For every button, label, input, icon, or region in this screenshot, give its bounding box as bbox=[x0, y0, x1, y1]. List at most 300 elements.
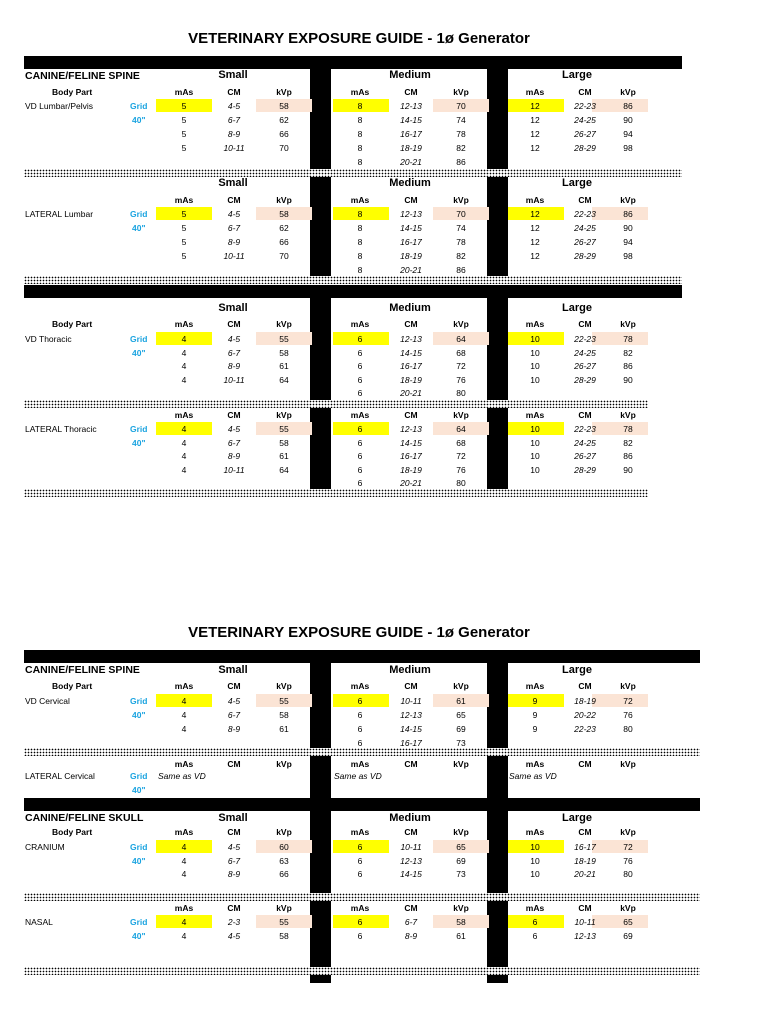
vd-cervical-medium-mas: 6 bbox=[357, 696, 363, 706]
cranium-medium-kvp: 73 bbox=[456, 869, 466, 879]
column-header-kvp: kVp bbox=[620, 827, 636, 837]
column-header-cm: CM bbox=[404, 319, 418, 329]
vd-lumbar-large-cm: 28-29 bbox=[574, 143, 596, 153]
column-header-cm: CM bbox=[227, 410, 241, 420]
vd-thoracic-medium-kvp: 72 bbox=[456, 361, 466, 371]
lateral-thoracic-small-cm: 8-9 bbox=[227, 451, 241, 461]
lateral-lumbar-small-cm: 4-5 bbox=[227, 209, 241, 219]
distance-label: 40" bbox=[132, 855, 146, 866]
lateral-thoracic-medium-cm: 16-17 bbox=[400, 451, 422, 461]
column-header-cm: CM bbox=[404, 759, 418, 769]
vd-thoracic-large-mas: 10 bbox=[530, 374, 540, 385]
vd-thoracic-medium-cm: 18-19 bbox=[400, 374, 422, 385]
vd-lumbar-medium-cm: 18-19 bbox=[400, 143, 422, 153]
column-header-mas: mAs bbox=[174, 410, 194, 420]
lateral-thoracic-medium-mas: 6 bbox=[357, 437, 363, 448]
lateral-thoracic-large-kvp: 86 bbox=[623, 451, 633, 461]
divider-bar bbox=[310, 756, 331, 798]
column-header-cm: CM bbox=[404, 410, 418, 420]
divider-bar bbox=[487, 177, 508, 277]
column-header-cm: CM bbox=[227, 759, 241, 769]
body-part-header: Body Part bbox=[52, 319, 93, 329]
vd-thoracic-medium-kvp: 68 bbox=[456, 347, 466, 358]
lateral-lumbar-medium-kvp: 70 bbox=[456, 209, 466, 219]
vd-lumbar-large-kvp: 94 bbox=[623, 129, 633, 139]
distance-label: 40" bbox=[132, 347, 146, 358]
vd-lumbar-large-mas: 12 bbox=[530, 101, 540, 111]
body-part-label: LATERAL Lumbar bbox=[25, 209, 94, 219]
lateral-thoracic-small-kvp: 58 bbox=[279, 437, 289, 448]
column-header-kvp: kVp bbox=[276, 87, 292, 97]
lateral-thoracic-large-cm: 24-25 bbox=[574, 437, 596, 448]
column-header-mas: mAs bbox=[174, 903, 194, 913]
vd-lumbar-medium-mas: 8 bbox=[357, 101, 363, 111]
vd-cervical-large-mas: 9 bbox=[532, 696, 538, 706]
lateral-lumbar-large-cm: 24-25 bbox=[574, 223, 596, 233]
column-header-cm: CM bbox=[578, 195, 592, 205]
size-heading-large: Large bbox=[562, 664, 592, 676]
lateral-thoracic-small-mas: 4 bbox=[181, 451, 187, 461]
cranium-medium-mas: 6 bbox=[357, 855, 363, 866]
divider-bar bbox=[487, 650, 508, 748]
cranium-small-kvp: 60 bbox=[279, 842, 289, 852]
vd-cervical-small-cm: 8-9 bbox=[227, 724, 241, 734]
column-header-kvp: kVp bbox=[276, 827, 292, 837]
vd-lumbar-medium-kvp: 86 bbox=[456, 157, 466, 167]
cranium-large-cm: 20-21 bbox=[574, 869, 596, 879]
divider-bar bbox=[24, 650, 700, 663]
body-part-label: LATERAL Cervical bbox=[25, 771, 95, 781]
lateral-lumbar-medium-kvp: 82 bbox=[456, 251, 466, 261]
vd-thoracic-large-mas: 10 bbox=[530, 334, 540, 344]
column-header-kvp: kVp bbox=[620, 195, 636, 205]
vd-cervical-small-cm: 4-5 bbox=[227, 696, 241, 706]
cranium-small-kvp: 66 bbox=[279, 869, 289, 879]
cranium-small-kvp: 63 bbox=[279, 855, 289, 866]
lateral-lumbar-small-mas: 5 bbox=[181, 223, 187, 233]
lateral-thoracic-small-mas: 4 bbox=[181, 437, 187, 448]
column-header-mas: mAs bbox=[174, 319, 194, 329]
column-header-mas: mAs bbox=[350, 827, 370, 837]
grid-label: Grid bbox=[130, 424, 148, 434]
lateral-thoracic-large-cm: 28-29 bbox=[574, 464, 596, 475]
nasal-large-mas: 6 bbox=[532, 917, 538, 927]
vd-thoracic-large-cm: 28-29 bbox=[574, 374, 596, 385]
vd-cervical-large-cm: 20-22 bbox=[574, 710, 596, 720]
dotted-divider bbox=[24, 169, 682, 177]
lateral-lumbar-medium-cm: 12-13 bbox=[400, 209, 422, 219]
lateral-lumbar-medium-mas: 8 bbox=[357, 209, 363, 219]
column-header-kvp: kVp bbox=[276, 681, 292, 691]
vd-lumbar-medium-mas: 8 bbox=[357, 129, 363, 139]
body-part-label: VD Cervical bbox=[25, 696, 70, 706]
dotted-divider bbox=[24, 276, 682, 284]
cranium-medium-mas: 6 bbox=[357, 869, 363, 879]
lateral-thoracic-small-kvp: 64 bbox=[279, 464, 289, 475]
lateral-lumbar-large-mas: 12 bbox=[530, 237, 540, 247]
column-header-cm: CM bbox=[578, 87, 592, 97]
nasal-small-mas: 4 bbox=[181, 917, 187, 927]
column-header-kvp: kVp bbox=[620, 410, 636, 420]
vd-lumbar-medium-kvp: 74 bbox=[456, 115, 466, 125]
lateral-thoracic-medium-kvp: 76 bbox=[456, 464, 466, 475]
lateral-lumbar-small-cm: 8-9 bbox=[227, 237, 241, 247]
vd-cervical-small-mas: 4 bbox=[181, 724, 187, 734]
lateral-lumbar-large-mas: 12 bbox=[530, 251, 540, 261]
lateral-thoracic-medium-cm: 12-13 bbox=[400, 424, 422, 434]
vd-thoracic-medium-cm: 14-15 bbox=[400, 347, 422, 358]
vd-thoracic-small-cm: 10-11 bbox=[223, 374, 245, 385]
vd-cervical-medium-kvp: 69 bbox=[456, 724, 466, 734]
body-part-label: VD Thoracic bbox=[25, 334, 72, 344]
lateral-lumbar-medium-mas: 8 bbox=[357, 251, 363, 261]
lateral-lumbar-medium-cm: 20-21 bbox=[400, 265, 422, 275]
column-header-cm: CM bbox=[227, 319, 241, 329]
cranium-small-mas: 4 bbox=[181, 869, 187, 879]
lateral-lumbar-small-cm: 6-7 bbox=[227, 223, 241, 233]
lateral-lumbar-small-kvp: 66 bbox=[279, 237, 289, 247]
vd-thoracic-medium-mas: 6 bbox=[357, 347, 363, 358]
column-header-mas: mAs bbox=[350, 903, 370, 913]
vd-lumbar-medium-cm: 16-17 bbox=[400, 129, 422, 139]
column-header-kvp: kVp bbox=[453, 827, 469, 837]
column-header-kvp: kVp bbox=[276, 319, 292, 329]
body-part-header: Body Part bbox=[52, 681, 93, 691]
vd-thoracic-large-cm: 26-27 bbox=[574, 361, 596, 371]
column-header-cm: CM bbox=[578, 681, 592, 691]
cranium-small-cm: 8-9 bbox=[227, 869, 241, 879]
lateral-thoracic-small-mas: 4 bbox=[181, 424, 187, 434]
nasal-medium-cm: 6-7 bbox=[404, 917, 418, 927]
distance-label: 40" bbox=[132, 437, 146, 448]
same-as-vd-note: Same as VD bbox=[158, 771, 206, 781]
vd-thoracic-small-mas: 4 bbox=[181, 347, 187, 358]
vd-lumbar-large-kvp: 86 bbox=[623, 101, 633, 111]
vd-thoracic-large-kvp: 82 bbox=[623, 347, 633, 358]
lateral-lumbar-large-cm: 26-27 bbox=[574, 237, 596, 247]
lateral-thoracic-small-kvp: 55 bbox=[279, 424, 289, 434]
column-header-cm: CM bbox=[578, 759, 592, 769]
size-heading-large: Large bbox=[562, 177, 592, 189]
vd-lumbar-large-mas: 12 bbox=[530, 115, 540, 125]
column-header-mas: mAs bbox=[525, 87, 545, 97]
column-header-kvp: kVp bbox=[620, 319, 636, 329]
divider-bar bbox=[24, 56, 682, 69]
distance-label: 40" bbox=[132, 785, 146, 795]
column-header-mas: mAs bbox=[174, 87, 194, 97]
vd-cervical-large-cm: 18-19 bbox=[574, 696, 596, 706]
lateral-thoracic-large-cm: 22-23 bbox=[574, 424, 596, 434]
lateral-thoracic-small-cm: 6-7 bbox=[227, 437, 241, 448]
nasal-small-kvp: 58 bbox=[279, 931, 289, 941]
lateral-lumbar-medium-kvp: 86 bbox=[456, 265, 466, 275]
section-heading: CANINE/FELINE SPINE bbox=[25, 664, 140, 676]
page-title: VETERINARY EXPOSURE GUIDE - 1ø Generator bbox=[188, 30, 530, 47]
vd-lumbar-small-cm: 4-5 bbox=[227, 101, 241, 111]
lateral-thoracic-small-cm: 4-5 bbox=[227, 424, 241, 434]
column-header-kvp: kVp bbox=[620, 681, 636, 691]
lateral-thoracic-large-cm: 26-27 bbox=[574, 451, 596, 461]
column-header-mas: mAs bbox=[350, 410, 370, 420]
vd-lumbar-large-cm: 22-23 bbox=[574, 101, 596, 111]
vd-thoracic-large-mas: 10 bbox=[530, 361, 540, 371]
vd-thoracic-medium-kvp: 80 bbox=[456, 388, 466, 398]
vd-lumbar-medium-mas: 8 bbox=[357, 157, 363, 167]
vd-thoracic-large-cm: 24-25 bbox=[574, 347, 596, 358]
size-heading-medium: Medium bbox=[389, 812, 431, 824]
vd-cervical-small-kvp: 58 bbox=[279, 710, 289, 720]
column-header-cm: CM bbox=[227, 87, 241, 97]
vd-thoracic-small-kvp: 55 bbox=[279, 334, 289, 344]
vd-thoracic-large-mas: 10 bbox=[530, 347, 540, 358]
size-heading-medium: Medium bbox=[389, 664, 431, 676]
column-header-mas: mAs bbox=[350, 87, 370, 97]
cranium-large-mas: 10 bbox=[530, 869, 540, 879]
distance-label: 40" bbox=[132, 710, 146, 720]
dotted-divider bbox=[24, 967, 700, 975]
size-heading-small: Small bbox=[218, 69, 248, 81]
lateral-thoracic-large-kvp: 90 bbox=[623, 464, 633, 475]
column-header-kvp: kVp bbox=[276, 195, 292, 205]
vd-thoracic-large-cm: 22-23 bbox=[574, 334, 596, 344]
size-heading-small: Small bbox=[218, 302, 248, 314]
column-header-cm: CM bbox=[578, 903, 592, 913]
column-header-kvp: kVp bbox=[453, 87, 469, 97]
vd-lumbar-small-kvp: 62 bbox=[279, 115, 289, 125]
cranium-large-kvp: 76 bbox=[623, 855, 633, 866]
grid-label: Grid bbox=[130, 101, 148, 111]
cranium-small-mas: 4 bbox=[181, 842, 187, 852]
cranium-medium-cm: 10-11 bbox=[400, 842, 422, 852]
size-heading-small: Small bbox=[218, 177, 248, 189]
vd-lumbar-medium-cm: 20-21 bbox=[400, 157, 422, 167]
divider-bar bbox=[487, 285, 508, 489]
grid-label: Grid bbox=[130, 334, 148, 344]
cranium-medium-cm: 14-15 bbox=[400, 869, 422, 879]
vd-thoracic-medium-cm: 12-13 bbox=[400, 334, 422, 344]
vd-thoracic-large-kvp: 78 bbox=[623, 334, 633, 344]
vd-lumbar-small-cm: 8-9 bbox=[227, 129, 241, 139]
lateral-lumbar-small-mas: 5 bbox=[181, 209, 187, 219]
nasal-small-mas: 4 bbox=[181, 931, 187, 941]
vd-thoracic-small-cm: 6-7 bbox=[227, 347, 241, 358]
nasal-medium-mas: 6 bbox=[357, 931, 363, 941]
lateral-thoracic-small-mas: 4 bbox=[181, 464, 187, 475]
vd-lumbar-medium-kvp: 82 bbox=[456, 143, 466, 153]
nasal-medium-mas: 6 bbox=[357, 917, 363, 927]
nasal-small-cm: 2-3 bbox=[227, 917, 241, 927]
lateral-lumbar-small-cm: 10-11 bbox=[223, 251, 245, 261]
lateral-lumbar-small-kvp: 62 bbox=[279, 223, 289, 233]
vd-cervical-medium-kvp: 65 bbox=[456, 710, 466, 720]
column-header-kvp: kVp bbox=[620, 87, 636, 97]
column-header-kvp: kVp bbox=[453, 681, 469, 691]
column-header-mas: mAs bbox=[174, 195, 194, 205]
vd-lumbar-large-kvp: 90 bbox=[623, 115, 633, 125]
lateral-lumbar-small-mas: 5 bbox=[181, 237, 187, 247]
vd-lumbar-medium-kvp: 70 bbox=[456, 101, 466, 111]
nasal-small-cm: 4-5 bbox=[227, 931, 241, 941]
vd-cervical-large-mas: 9 bbox=[532, 710, 538, 720]
vd-cervical-medium-mas: 6 bbox=[357, 724, 363, 734]
vd-thoracic-medium-mas: 6 bbox=[357, 334, 363, 344]
grid-label: Grid bbox=[130, 771, 148, 781]
grid-label: Grid bbox=[130, 842, 148, 852]
body-part-label: VD Lumbar/Pelvis bbox=[25, 101, 94, 111]
column-header-mas: mAs bbox=[174, 827, 194, 837]
vd-thoracic-medium-mas: 6 bbox=[357, 388, 363, 398]
cranium-small-cm: 6-7 bbox=[227, 855, 241, 866]
distance-label: 40" bbox=[132, 223, 146, 233]
vd-lumbar-small-mas: 5 bbox=[181, 101, 187, 111]
same-as-vd-note: Same as VD bbox=[509, 771, 557, 781]
vd-lumbar-small-kvp: 70 bbox=[279, 143, 289, 153]
column-header-kvp: kVp bbox=[453, 410, 469, 420]
column-header-mas: mAs bbox=[350, 759, 370, 769]
lateral-lumbar-medium-cm: 16-17 bbox=[400, 237, 422, 247]
column-header-kvp: kVp bbox=[453, 759, 469, 769]
vd-cervical-small-kvp: 55 bbox=[279, 696, 289, 706]
cranium-medium-cm: 12-13 bbox=[400, 855, 422, 866]
column-header-mas: mAs bbox=[525, 759, 545, 769]
vd-thoracic-medium-kvp: 76 bbox=[456, 374, 466, 385]
divider-bar bbox=[487, 798, 508, 983]
vd-thoracic-medium-cm: 16-17 bbox=[400, 361, 422, 371]
cranium-large-kvp: 72 bbox=[623, 842, 633, 852]
nasal-small-kvp: 55 bbox=[279, 917, 289, 927]
cranium-small-mas: 4 bbox=[181, 855, 187, 866]
lateral-lumbar-medium-kvp: 78 bbox=[456, 237, 466, 247]
vd-cervical-medium-kvp: 61 bbox=[456, 696, 466, 706]
lateral-thoracic-medium-kvp: 72 bbox=[456, 451, 466, 461]
vd-lumbar-large-cm: 26-27 bbox=[574, 129, 596, 139]
lateral-lumbar-large-mas: 12 bbox=[530, 209, 540, 219]
cranium-large-cm: 18-19 bbox=[574, 855, 596, 866]
vd-lumbar-medium-kvp: 78 bbox=[456, 129, 466, 139]
lateral-lumbar-medium-cm: 18-19 bbox=[400, 251, 422, 261]
body-part-label: CRANIUM bbox=[25, 842, 65, 852]
vd-cervical-large-kvp: 76 bbox=[623, 710, 633, 720]
distance-label: 40" bbox=[132, 931, 146, 941]
vd-cervical-large-cm: 22-23 bbox=[574, 724, 596, 734]
column-header-mas: mAs bbox=[525, 681, 545, 691]
section-heading: CANINE/FELINE SKULL bbox=[25, 812, 144, 824]
vd-thoracic-small-kvp: 58 bbox=[279, 347, 289, 358]
divider-bar bbox=[487, 56, 508, 170]
vd-cervical-medium-cm: 14-15 bbox=[400, 724, 422, 734]
lateral-thoracic-large-mas: 10 bbox=[530, 451, 540, 461]
size-heading-large: Large bbox=[562, 812, 592, 824]
column-header-cm: CM bbox=[227, 681, 241, 691]
column-header-mas: mAs bbox=[174, 759, 194, 769]
grid-label: Grid bbox=[130, 209, 148, 219]
lateral-thoracic-large-mas: 10 bbox=[530, 424, 540, 434]
vd-lumbar-medium-cm: 12-13 bbox=[400, 101, 422, 111]
vd-thoracic-small-cm: 8-9 bbox=[227, 361, 241, 371]
vd-cervical-medium-mas: 6 bbox=[357, 738, 363, 748]
cranium-large-mas: 10 bbox=[530, 855, 540, 866]
lateral-lumbar-large-kvp: 94 bbox=[623, 237, 633, 247]
vd-cervical-medium-cm: 16-17 bbox=[400, 738, 422, 748]
distance-label: 40" bbox=[132, 115, 146, 125]
divider-bar bbox=[24, 285, 682, 298]
vd-cervical-small-mas: 4 bbox=[181, 710, 187, 720]
size-heading-medium: Medium bbox=[389, 302, 431, 314]
vd-lumbar-medium-mas: 8 bbox=[357, 143, 363, 153]
vd-thoracic-small-kvp: 64 bbox=[279, 374, 289, 385]
lateral-lumbar-large-cm: 28-29 bbox=[574, 251, 596, 261]
lateral-thoracic-medium-kvp: 80 bbox=[456, 478, 466, 488]
size-heading-medium: Medium bbox=[389, 177, 431, 189]
column-header-kvp: kVp bbox=[453, 903, 469, 913]
body-part-label: NASAL bbox=[25, 917, 53, 927]
vd-thoracic-large-kvp: 90 bbox=[623, 374, 633, 385]
vd-cervical-medium-kvp: 73 bbox=[456, 738, 466, 748]
nasal-medium-kvp: 61 bbox=[456, 931, 466, 941]
lateral-thoracic-large-mas: 10 bbox=[530, 464, 540, 475]
lateral-thoracic-medium-kvp: 64 bbox=[456, 424, 466, 434]
nasal-large-cm: 12-13 bbox=[574, 931, 596, 941]
vd-thoracic-medium-cm: 20-21 bbox=[400, 388, 422, 398]
column-header-mas: mAs bbox=[350, 681, 370, 691]
body-part-label: LATERAL Thoracic bbox=[25, 424, 97, 434]
grid-label: Grid bbox=[130, 696, 148, 706]
vd-thoracic-small-mas: 4 bbox=[181, 361, 187, 371]
column-header-cm: CM bbox=[404, 195, 418, 205]
lateral-thoracic-large-kvp: 78 bbox=[623, 424, 633, 434]
column-header-cm: CM bbox=[578, 827, 592, 837]
size-heading-large: Large bbox=[562, 302, 592, 314]
column-header-cm: CM bbox=[227, 827, 241, 837]
lateral-thoracic-large-kvp: 82 bbox=[623, 437, 633, 448]
column-header-kvp: kVp bbox=[620, 759, 636, 769]
dotted-divider bbox=[24, 400, 648, 408]
vd-lumbar-small-mas: 5 bbox=[181, 143, 187, 153]
column-header-mas: mAs bbox=[525, 827, 545, 837]
cranium-medium-kvp: 69 bbox=[456, 855, 466, 866]
vd-cervical-large-kvp: 80 bbox=[623, 724, 633, 734]
vd-lumbar-small-cm: 10-11 bbox=[223, 143, 245, 153]
lateral-thoracic-medium-kvp: 68 bbox=[456, 437, 466, 448]
lateral-lumbar-medium-mas: 8 bbox=[357, 237, 363, 247]
divider-bar bbox=[487, 756, 508, 798]
cranium-small-cm: 4-5 bbox=[227, 842, 241, 852]
size-heading-medium: Medium bbox=[389, 69, 431, 81]
vd-lumbar-small-mas: 5 bbox=[181, 129, 187, 139]
column-header-cm: CM bbox=[404, 903, 418, 913]
lateral-lumbar-large-kvp: 86 bbox=[623, 209, 633, 219]
cranium-large-mas: 10 bbox=[530, 842, 540, 852]
cranium-medium-kvp: 65 bbox=[456, 842, 466, 852]
lateral-lumbar-large-cm: 22-23 bbox=[574, 209, 596, 219]
vd-thoracic-medium-mas: 6 bbox=[357, 374, 363, 385]
vd-thoracic-small-mas: 4 bbox=[181, 374, 187, 385]
vd-lumbar-small-kvp: 58 bbox=[279, 101, 289, 111]
vd-thoracic-small-cm: 4-5 bbox=[227, 334, 241, 344]
grid-label: Grid bbox=[130, 917, 148, 927]
divider-bar bbox=[310, 56, 331, 170]
column-header-mas: mAs bbox=[525, 410, 545, 420]
lateral-thoracic-small-cm: 10-11 bbox=[223, 464, 245, 475]
vd-cervical-small-kvp: 61 bbox=[279, 724, 289, 734]
column-header-mas: mAs bbox=[525, 195, 545, 205]
cranium-large-kvp: 80 bbox=[623, 869, 633, 879]
vd-cervical-medium-cm: 12-13 bbox=[400, 710, 422, 720]
divider-bar bbox=[310, 285, 331, 489]
lateral-lumbar-small-kvp: 58 bbox=[279, 209, 289, 219]
vd-cervical-large-kvp: 72 bbox=[623, 696, 633, 706]
column-header-mas: mAs bbox=[525, 319, 545, 329]
